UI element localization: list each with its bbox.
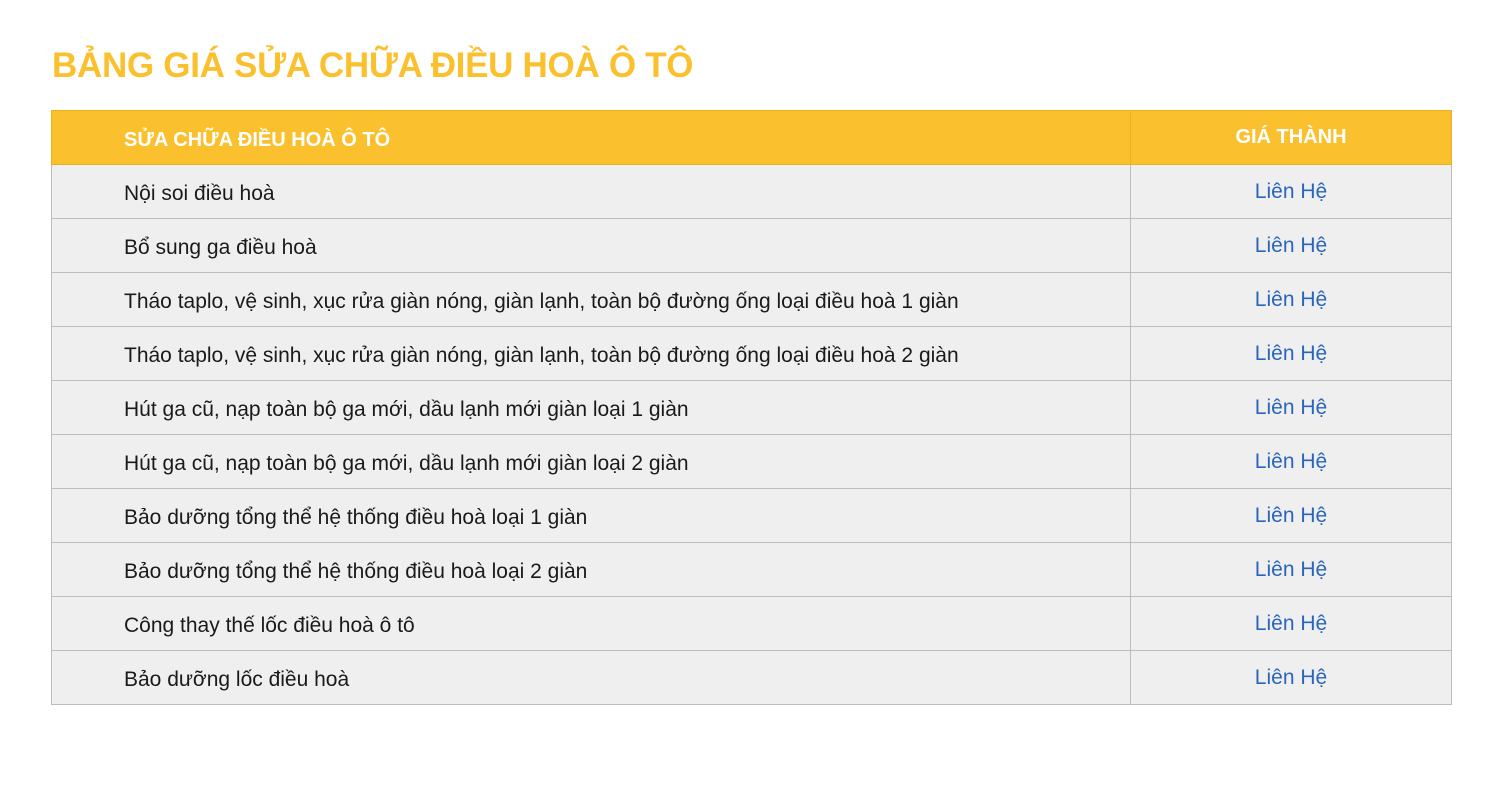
service-name-cell: Bổ sung ga điều hoà — [52, 219, 1131, 273]
contact-price-link[interactable]: Liên Hệ — [1254, 179, 1328, 203]
price-cell — [1131, 435, 1452, 489]
price-cell — [1131, 165, 1452, 219]
service-name-cell: Bảo dưỡng tổng thể hệ thống điều hoà loại 2 giàn — [52, 543, 1131, 597]
contact-price-link[interactable]: Liên Hệ — [1254, 341, 1328, 365]
table-row — [52, 381, 1452, 435]
column-header-price: GIÁ THÀNH — [1131, 111, 1452, 165]
table-row — [52, 273, 1452, 327]
contact-price-link[interactable]: Liên Hệ — [1254, 233, 1328, 257]
price-cell — [1131, 381, 1452, 435]
price-cell — [1131, 543, 1452, 597]
service-name-cell: Nội soi điều hoà — [52, 165, 1131, 219]
contact-price-link[interactable]: Liên Hệ — [1254, 395, 1328, 419]
table-row — [52, 597, 1452, 651]
service-name-cell: Hút ga cũ, nạp toàn bộ ga mới, dầu lạnh mới giàn loại 2 giàn — [52, 435, 1131, 489]
service-name-cell: Hút ga cũ, nạp toàn bộ ga mới, dầu lạnh mới giàn loại 1 giàn — [52, 381, 1131, 435]
price-cell — [1131, 273, 1452, 327]
price-cell — [1131, 651, 1452, 705]
contact-price-link[interactable]: Liên Hệ — [1254, 449, 1328, 473]
table-header-row — [52, 111, 1452, 165]
price-cell — [1131, 489, 1452, 543]
table-body — [52, 165, 1452, 705]
table-row — [52, 651, 1452, 705]
service-name-cell: Bảo dưỡng tổng thể hệ thống điều hoà loại 1 giàn — [52, 489, 1131, 543]
contact-price-link[interactable]: Liên Hệ — [1254, 611, 1328, 635]
contact-price-link[interactable]: Liên Hệ — [1254, 557, 1328, 581]
page-title: BẢNG GIÁ SỬA CHỮA ĐIỀU HOÀ Ô TÔ — [52, 46, 694, 85]
service-name-cell: Bảo dưỡng lốc điều hoà — [52, 651, 1131, 705]
table-row — [52, 543, 1452, 597]
service-name-cell: Tháo taplo, vệ sinh, xục rửa giàn nóng, giàn lạnh, toàn bộ đường ống loại điều hoà 1 giàn — [52, 273, 1131, 327]
table-row — [52, 327, 1452, 381]
price-cell — [1131, 597, 1452, 651]
price-cell — [1131, 327, 1452, 381]
contact-price-link[interactable]: Liên Hệ — [1254, 503, 1328, 527]
table-row — [52, 435, 1452, 489]
column-header-service: SỬA CHỮA ĐIỀU HOÀ Ô TÔ — [52, 111, 1131, 165]
table-row — [52, 219, 1452, 273]
price-cell — [1131, 219, 1452, 273]
price-table — [51, 110, 1452, 705]
contact-price-link[interactable]: Liên Hệ — [1254, 287, 1328, 311]
table-row — [52, 165, 1452, 219]
contact-price-link[interactable]: Liên Hệ — [1254, 665, 1328, 689]
service-name-cell: Tháo taplo, vệ sinh, xục rửa giàn nóng, giàn lạnh, toàn bộ đường ống loại điều hoà 2 giàn — [52, 327, 1131, 381]
table-header — [52, 111, 1452, 165]
table-row — [52, 489, 1452, 543]
service-name-cell: Công thay thế lốc điều hoà ô tô — [52, 597, 1131, 651]
